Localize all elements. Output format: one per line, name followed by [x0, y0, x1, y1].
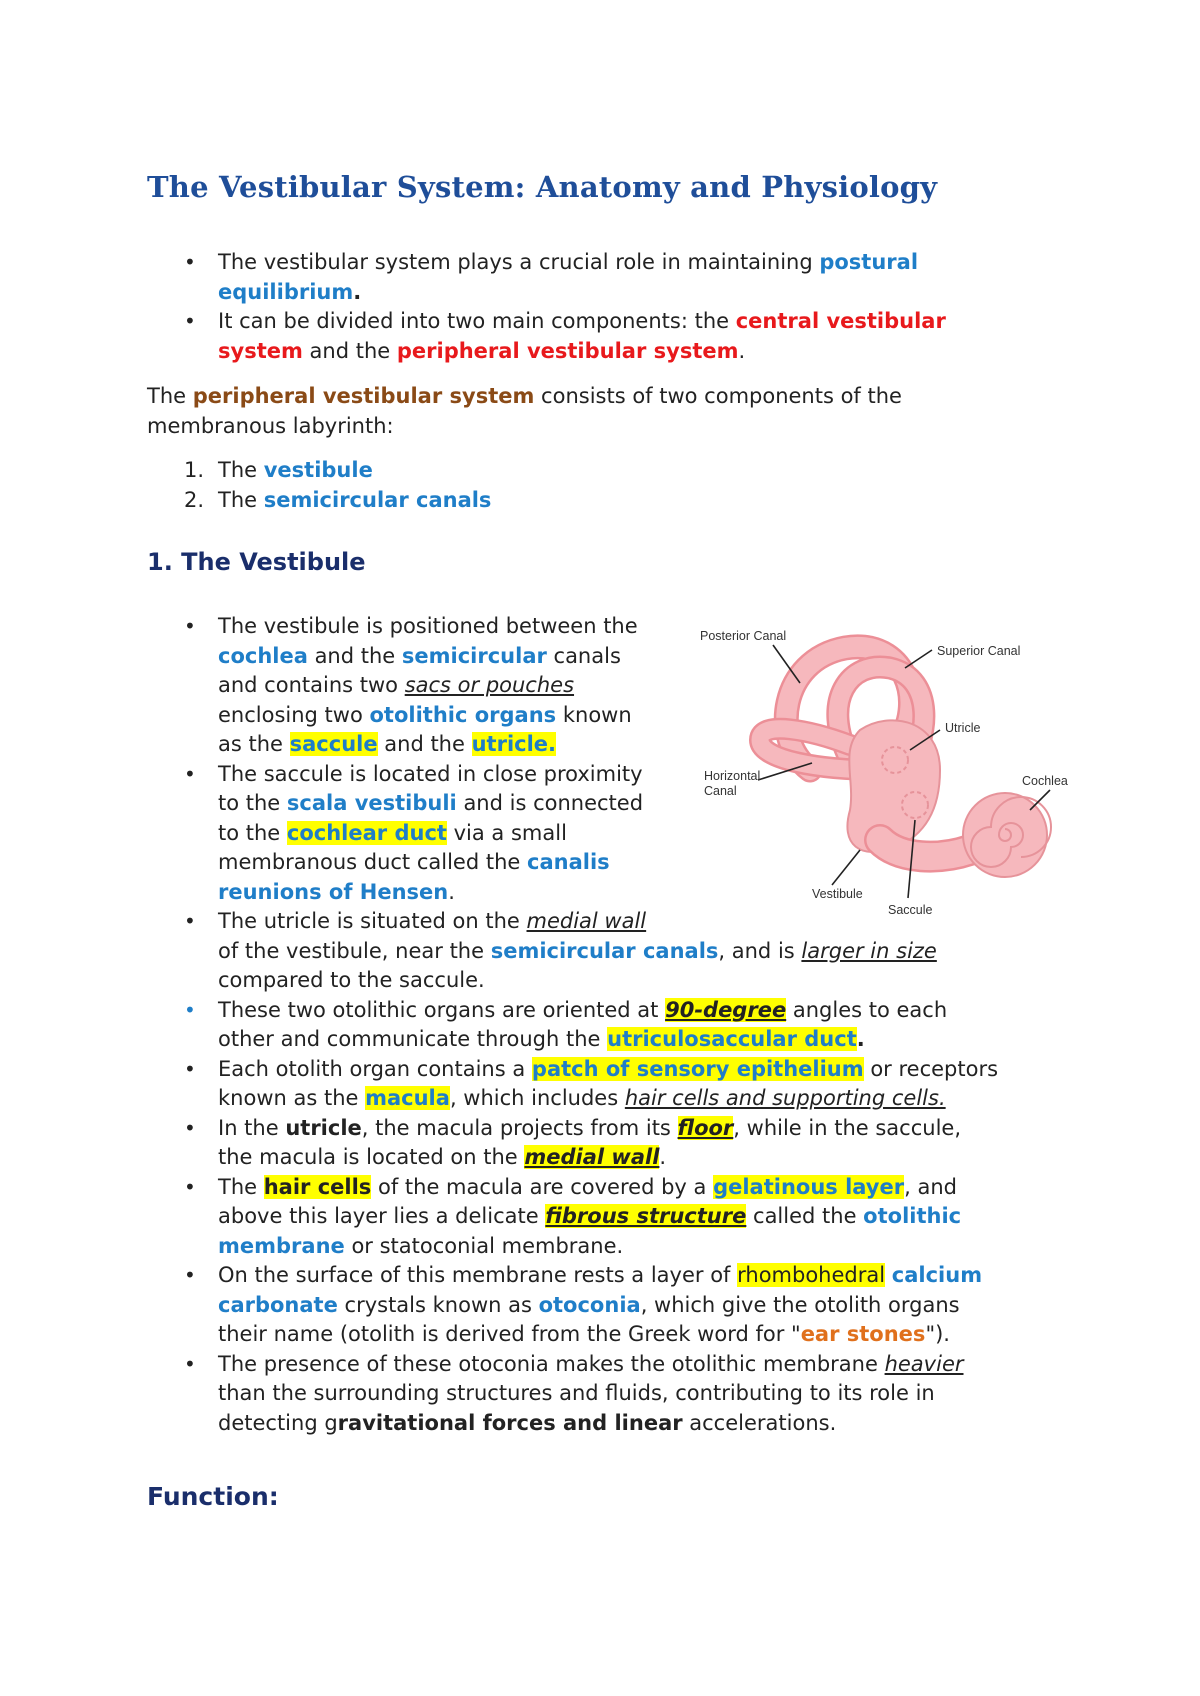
components-list	[147, 456, 1047, 515]
list-item: • In the utricle, the macula projects from its floor, while in the saccule, the macula is located on the medial wall.	[147, 1114, 1107, 1173]
list-item: • These two otolithic organs are oriented at 90-degree angles to each other and communicate through the utriculosaccular duct.	[147, 996, 1107, 1055]
list-item: 1. The vestibule	[184, 458, 373, 482]
page-title: The Vestibular System: Anatomy and Physiology	[147, 170, 938, 204]
label-posterior-canal: Posterior Canal	[700, 629, 787, 643]
list-item: • The saccule is located in close proximity to the scala vestibuli and is connected to the cochlear duct via a small membranous duct called the canalis reunions of Hensen.	[147, 760, 1107, 908]
vestibule-list	[147, 612, 1107, 1438]
section-heading-function: Function:	[147, 1482, 279, 1511]
label-horizontal-canal: Horizontal	[704, 769, 761, 783]
list-item: • The utricle is situated on the medial wall of the vestibule, near the semicircular canals, and is larger in size compared to the saccule.	[147, 907, 1107, 996]
section-heading-vestibule: 1. The Vestibule	[147, 548, 366, 576]
list-item: • The presence of these otoconia makes the otolithic membrane heavier than the surrounding structures and fluids, contributing to its role in detecting gravitational forces and linear accelerations.	[147, 1350, 1107, 1439]
label-horizontal-canal-2: Canal	[704, 784, 737, 798]
list-item: • It can be divided into two main components: the central vestibular system and the peripheral vestibular system.	[147, 307, 1047, 366]
list-item: • The hair cells of the macula are covered by a gelatinous layer, and above this layer lies a delicate fibrous structure called the otolithic membrane or statoconial membrane.	[147, 1173, 1107, 1262]
list-item: • The vestibular system plays a crucial role in maintaining postural equilibrium.	[147, 248, 1047, 307]
label-cochlea: Cochlea	[1022, 774, 1068, 788]
label-vestibule: Vestibule	[812, 887, 863, 901]
list-item: • The vestibule is positioned between the cochlea and the semicircular canals and contains two sacs or pouches enclosing two otolithic organs known as the saccule and the utricle.	[147, 612, 1107, 760]
label-utricle: Utricle	[945, 721, 981, 735]
list-item: • On the surface of this membrane rests a layer of rhombohedral calcium carbonate crystals known as otoconia, which give the otolith organs their name (otolith is derived from the Greek word for "ear stones").	[147, 1261, 1107, 1350]
list-item: • Each otolith organ contains a patch of sensory epithelium or receptors known as the macula, which includes hair cells and supporting cells.	[147, 1055, 1107, 1114]
label-saccule: Saccule	[888, 903, 933, 917]
list-item: 2. The semicircular canals	[184, 487, 492, 512]
paragraph: The peripheral vestibular system consists of two components of the membranous labyrinth:	[147, 384, 902, 438]
label-superior-canal: Superior Canal	[937, 644, 1021, 658]
intro-list	[147, 248, 1047, 366]
